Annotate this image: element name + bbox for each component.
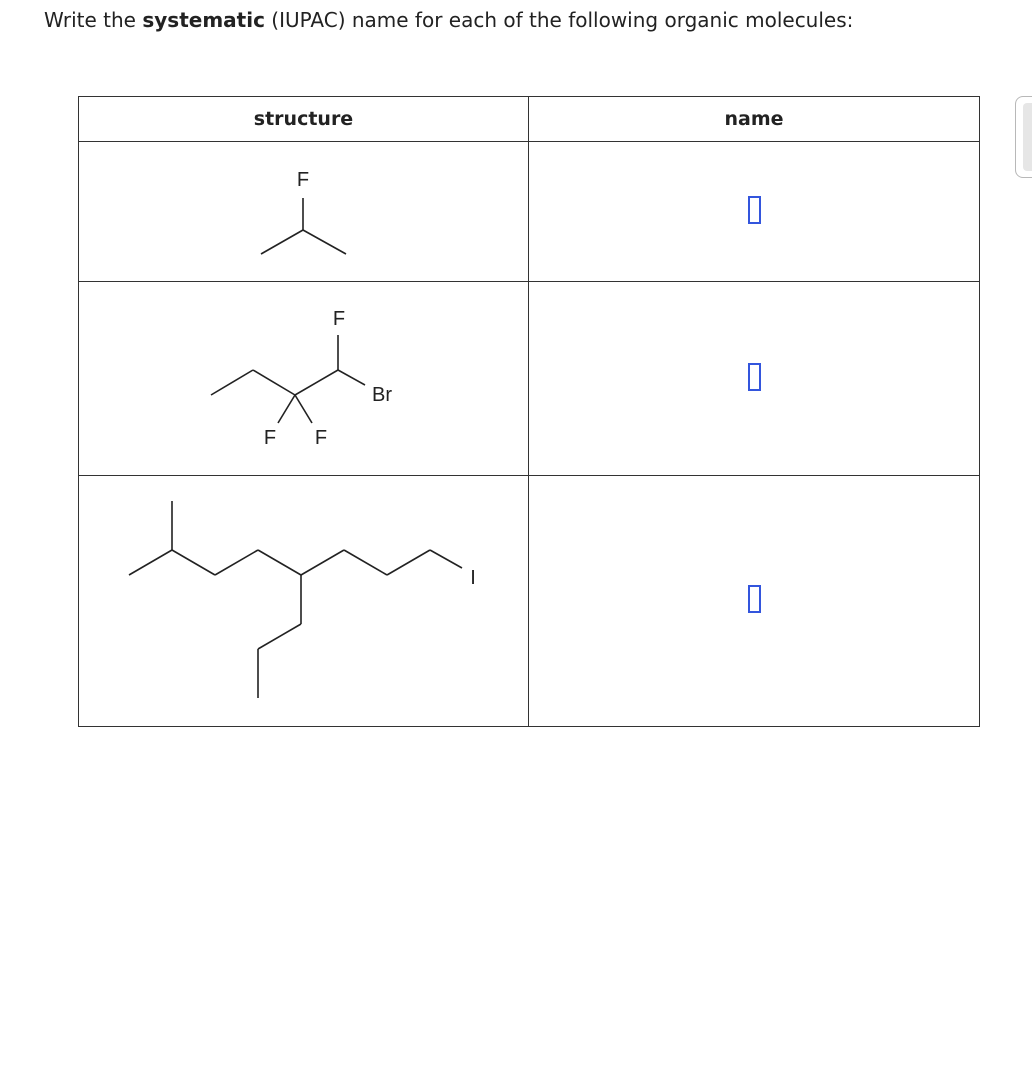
structure-header: structure <box>79 97 529 142</box>
table-row <box>79 476 980 727</box>
atom-label: F <box>314 427 328 449</box>
name-cell <box>529 142 980 282</box>
atom-label: F <box>296 169 310 191</box>
name-answer-input[interactable] <box>748 363 761 391</box>
table-row <box>79 282 980 476</box>
side-panel-tab[interactable] <box>1015 96 1032 178</box>
name-cell <box>529 282 980 476</box>
structure-cell <box>79 282 529 476</box>
structure-cell <box>79 476 529 727</box>
structure-cell <box>79 142 529 282</box>
instructions-text <box>44 6 853 34</box>
name-header: name <box>529 97 980 142</box>
instructions-suffix: (IUPAC) name for each of the following organic molecules: <box>264 8 854 32</box>
name-cell <box>529 476 980 727</box>
instructions-bold: systematic <box>142 8 265 32</box>
name-answer-input[interactable] <box>748 585 761 613</box>
atom-label: Br <box>372 384 392 406</box>
atom-label: F <box>263 427 277 449</box>
side-panel-tab-inner <box>1023 103 1032 171</box>
molecule-structure-1 <box>79 142 529 281</box>
name-answer-input[interactable] <box>748 196 761 224</box>
table-row <box>79 142 980 282</box>
question-table <box>78 96 980 727</box>
instructions-prefix: Write the <box>44 8 143 32</box>
atom-label: F <box>332 308 346 330</box>
molecule-structure-3 <box>79 476 529 726</box>
atom-label: I <box>470 567 476 589</box>
molecule-structure-2 <box>79 282 529 475</box>
